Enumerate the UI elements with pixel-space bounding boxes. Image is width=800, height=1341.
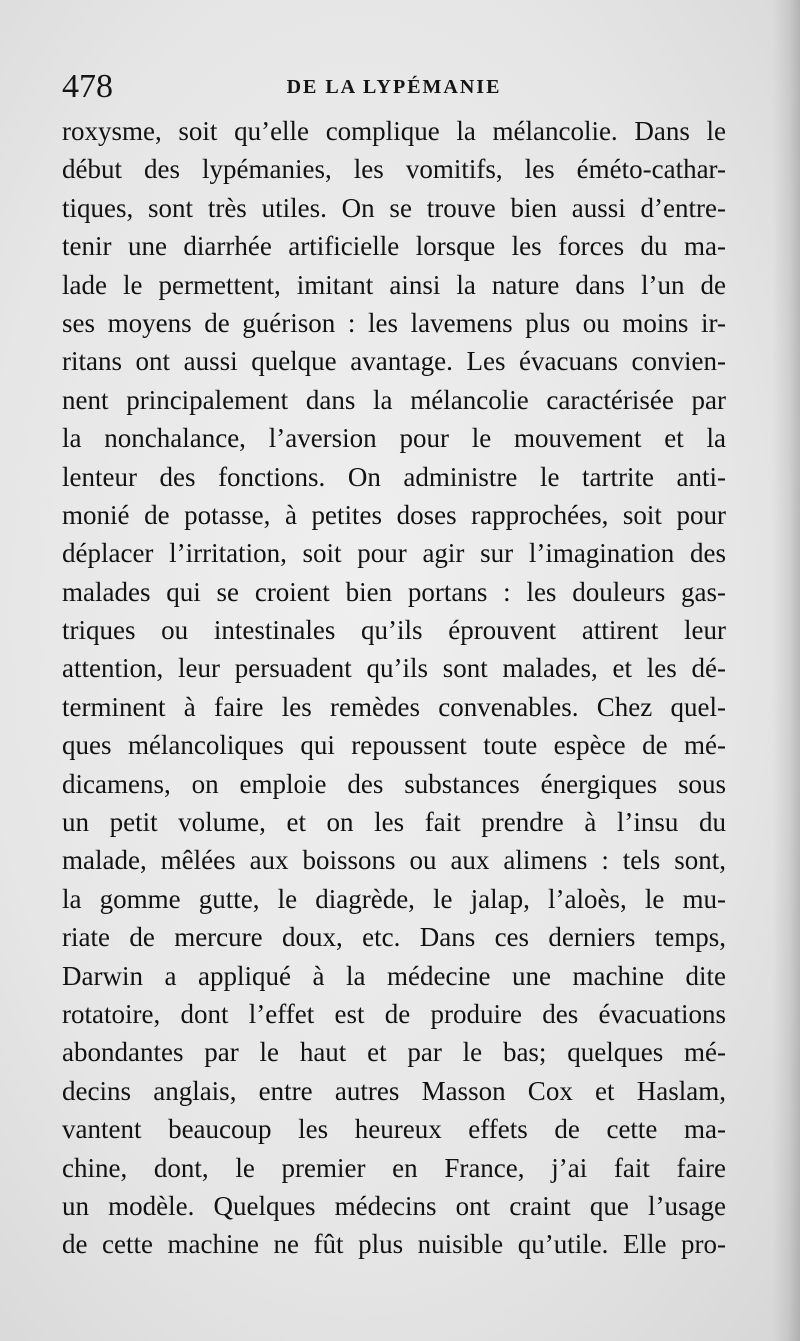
text-line: triques ou intestinales qu’ils éprouvent attirent leur: [62, 615, 726, 646]
text-line: la gomme gutte, le diagrède, le jalap, l’aloès, le mu-: [62, 883, 726, 914]
page-gutter-shadow: [772, 0, 800, 1341]
text-line: dicamens, on emploie des substances énergiques sous: [62, 768, 726, 799]
text-line: malade, mêlées aux boissons ou aux alimens : tels sont,: [62, 845, 726, 876]
text-line: un petit volume, et on les fait prendre à l’insu du: [62, 807, 726, 838]
text-line: monié de potasse, à petites doses rapprochées, soit pour: [62, 499, 726, 530]
text-line: terminent à faire les remèdes convenables. Chez quel-: [62, 691, 726, 722]
text-line: malades qui se croient bien portans : les douleurs gas-: [62, 576, 726, 607]
text-line: déplacer l’irritation, soit pour agir sur l’imagination des: [62, 538, 726, 569]
text-line: tenir une diarrhée artificielle lorsque les forces du ma-: [62, 231, 726, 262]
text-line: decins anglais, entre autres Masson Cox et Haslam,: [62, 1075, 726, 1106]
text-line: tiques, sont très utiles. On se trouve bien aussi d’entre-: [62, 192, 726, 223]
text-line: début des lypémanies, les vomitifs, les éméto-cathar-: [62, 154, 726, 185]
text-line: chine, dont, le premier en France, j’ai fait faire: [62, 1152, 726, 1183]
text-line: un modèle. Quelques médecins ont craint que l’usage: [62, 1190, 726, 1221]
text-line: ses moyens de guérison : les lavemens plus ou moins ir-: [62, 307, 726, 338]
page-header: [62, 62, 726, 112]
running-head: DE LA LYPÉMANIE: [286, 76, 502, 98]
text-line: rotatoire, dont l’effet est de produire des évacuations: [62, 998, 726, 1029]
text-line: Darwin a appliqué à la médecine une machine dite: [62, 960, 726, 991]
text-line: la nonchalance, l’aversion pour le mouvement et la: [62, 423, 726, 454]
text-line: attention, leur persuadent qu’ils sont malades, et les dé-: [62, 653, 726, 684]
text-line: lenteur des fonctions. On administre le tartrite anti-: [62, 461, 726, 492]
text-line: vantent beaucoup les heureux effets de cette ma-: [62, 1114, 726, 1145]
text-line: lade le permettent, imitant ainsi la nature dans l’un de: [62, 269, 726, 300]
text-line: de cette machine ne fût plus nuisible qu’utile. Elle pro-: [62, 1229, 726, 1260]
text-line: riate de mercure doux, etc. Dans ces derniers temps,: [62, 922, 726, 953]
page-number: 478: [62, 68, 113, 105]
text-line: nent principalement dans la mélancolie caractérisée par: [62, 384, 726, 415]
text-line: ritans ont aussi quelque avantage. Les évacuans convien-: [62, 346, 726, 377]
text-line: ques mélancoliques qui repoussent toute espèce de mé-: [62, 730, 726, 761]
text-line: abondantes par le haut et par le bas; quelques mé-: [62, 1037, 726, 1068]
text-line: roxysme, soit qu’elle complique la mélancolie. Dans le: [62, 116, 726, 146]
body-text: [62, 112, 726, 1264]
